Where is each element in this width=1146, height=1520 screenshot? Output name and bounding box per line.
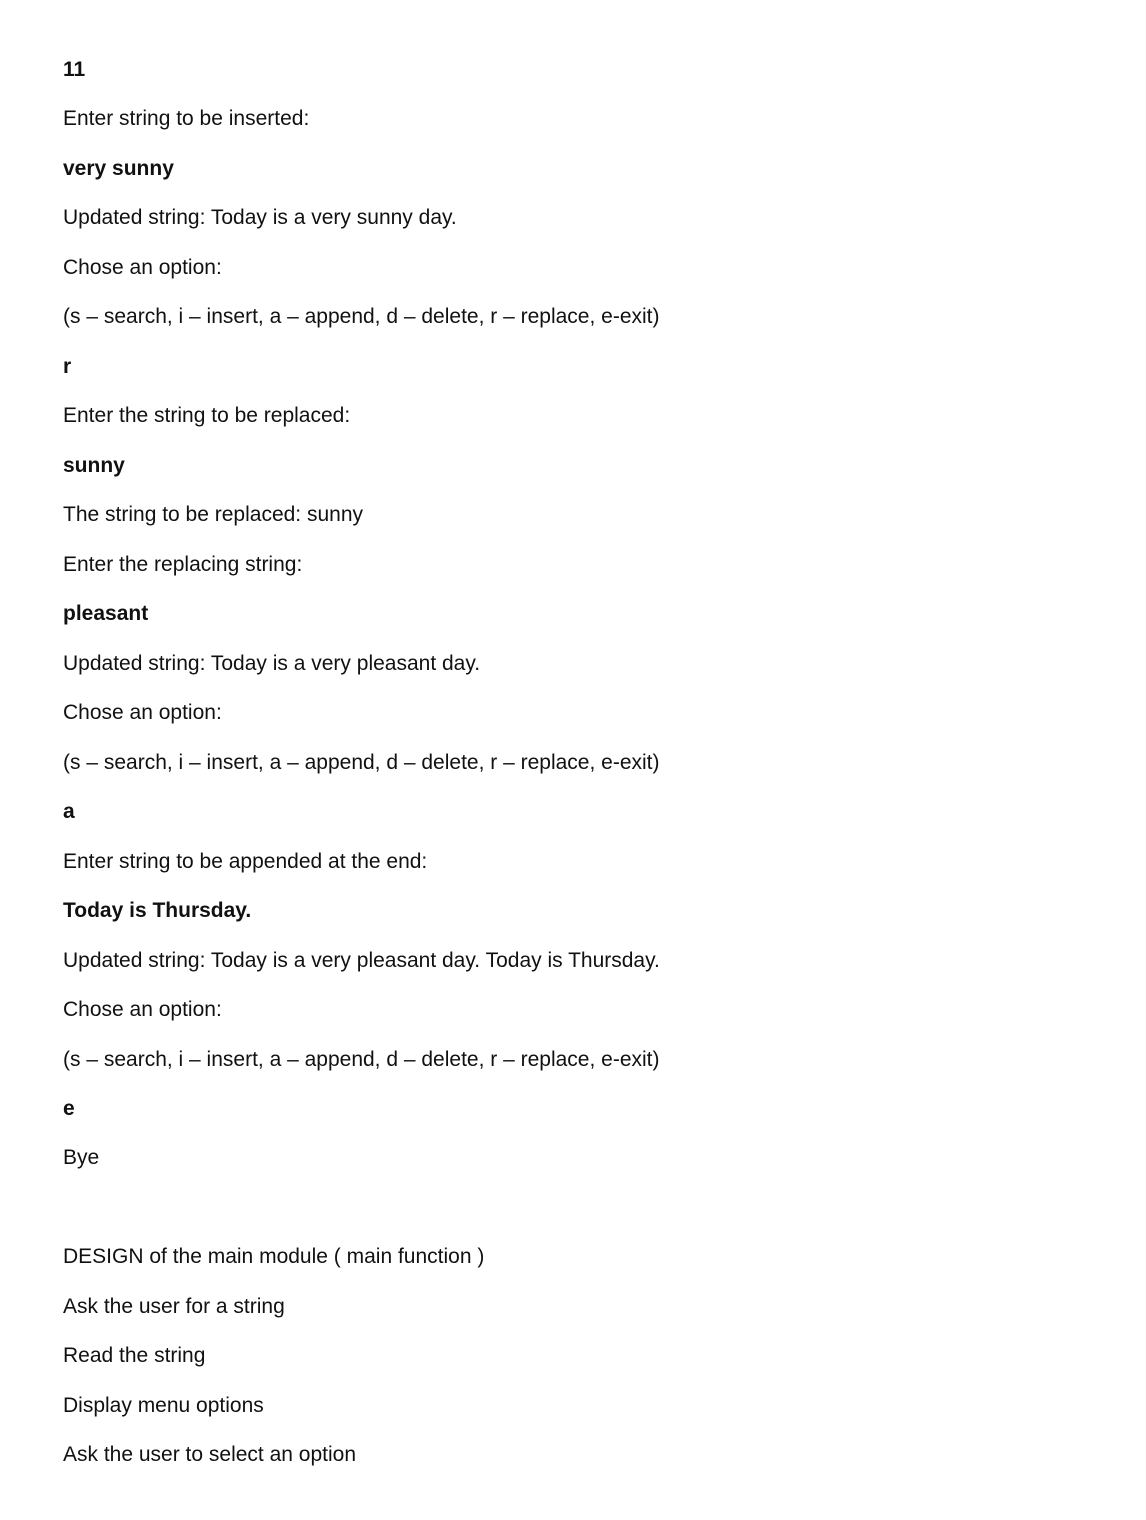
user-input-option: r <box>63 355 72 378</box>
design-step: Ask the user to select an option <box>63 1443 357 1466</box>
user-input-option: a <box>63 800 75 823</box>
prompt-replace: Enter the string to be replaced: <box>63 404 351 427</box>
page-number: 11 <box>63 58 86 81</box>
prompt-replacing: Enter the replacing string: <box>63 553 303 576</box>
output-updated-string: Updated string: Today is a very pleasant day. Today is Thursday. <box>63 949 660 972</box>
user-input-insert: very sunny <box>63 157 174 180</box>
design-step: Ask the user for a string <box>63 1295 285 1318</box>
output-updated-string: Updated string: Today is a very sunny day. <box>63 206 457 229</box>
design-heading: DESIGN of the main module ( main function ) <box>63 1245 485 1268</box>
prompt-append: Enter string to be appended at the end: <box>63 850 428 873</box>
menu-options: (s – search, i – insert, a – append, d – delete, r – replace, e-exit) <box>63 751 660 774</box>
user-input-append: Today is Thursday. <box>63 899 252 922</box>
design-step: Read the string <box>63 1344 206 1367</box>
prompt-option: Chose an option: <box>63 998 222 1021</box>
user-input-option: e <box>63 1097 75 1120</box>
menu-options: (s – search, i – insert, a – append, d – delete, r – replace, e-exit) <box>63 1048 660 1071</box>
prompt-insert: Enter string to be inserted: <box>63 107 310 130</box>
prompt-option: Chose an option: <box>63 256 222 279</box>
user-input-replace: sunny <box>63 454 125 477</box>
user-input-replacing: pleasant <box>63 602 149 625</box>
design-step: Display menu options <box>63 1394 264 1417</box>
output-replace-target: The string to be replaced: sunny <box>63 503 364 526</box>
prompt-option: Chose an option: <box>63 701 222 724</box>
menu-options: (s – search, i – insert, a – append, d – delete, r – replace, e-exit) <box>63 305 660 328</box>
output-updated-string: Updated string: Today is a very pleasant day. <box>63 652 481 675</box>
output-bye: Bye <box>63 1146 100 1169</box>
